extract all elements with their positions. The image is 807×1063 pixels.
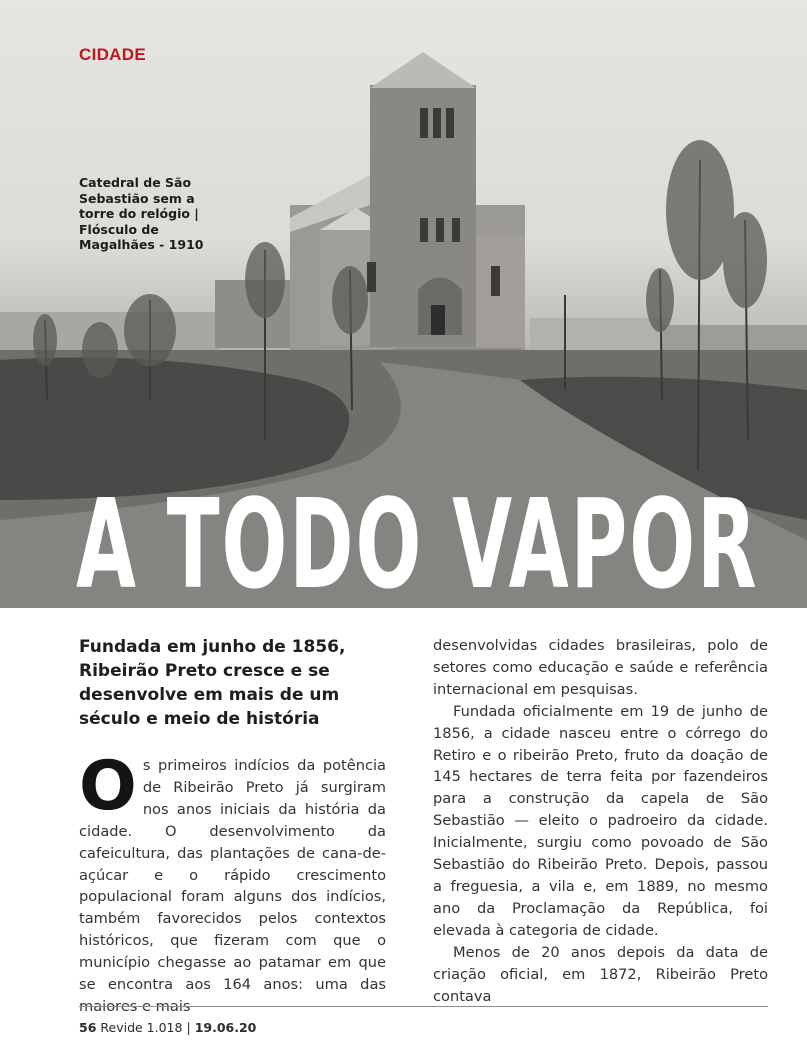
headline: A TODO VAPOR [76, 474, 759, 608]
right-column [433, 635, 768, 1007]
footer-separator: | [186, 1020, 191, 1035]
article-paragraph-3: Menos de 20 anos depois da data de criação oficial, em 1872, Ribeirão Preto contava [433, 943, 768, 1005]
article-paragraph-1-continued: desenvolvidas cidades brasileiras, polo de setores como educação e saúde e referência internacional em pesquisas. [433, 637, 768, 698]
page-footer [79, 1020, 256, 1035]
photo-caption: Catedral de São Sebastião sem a torre do relógio | Flósculo de Magalhães - 1910 [79, 175, 204, 252]
section-label: CIDADE [79, 45, 146, 64]
left-column [79, 635, 386, 1018]
article-paragraph-1 [79, 747, 386, 1018]
issue-date: 19.06.20 [194, 1020, 257, 1035]
article-paragraph-2: Fundada oficialmente em 19 de junho de 1856, a cidade nasceu entre o córrego do Retiro e o ribeirão Preto, fruto da doação de 145 hectares de terra feita por fazendeiros para a construção da capela de São Sebastião — eleito o padroeiro da cidade. Inicialmente, surgiu como povoado de São Sebastião do Ribeirão Preto. Depois, passou a freguesia, a vila e, em 1889, no mesmo ano da Proclamação da República, foi elevada à categoria de cidade. [433, 702, 768, 939]
drop-cap: O [79, 747, 137, 826]
page-number: 56 [79, 1020, 97, 1035]
article-paragraph-1-text: s primeiros indícios da potência de Ribeirão Preto já surgiram nos anos iniciais da história da cidade. O desenvolvimento da cafeicultura, das plantações de cana-de-açúcar e o rápido crescimento populacional foram alguns dos indícios, também favorecidos pelos contextos históricos, que fizeram com que o município chegasse ao patamar em que se encontra aos 164 anos: uma das maiores e mais [79, 757, 386, 1015]
magazine-issue: Revide 1.018 [100, 1020, 183, 1035]
lead-paragraph: Fundada em junho de 1856, Ribeirão Preto cresce e se desenvolve em mais de um século e meio de história [79, 637, 346, 729]
footer-divider [79, 1006, 768, 1007]
